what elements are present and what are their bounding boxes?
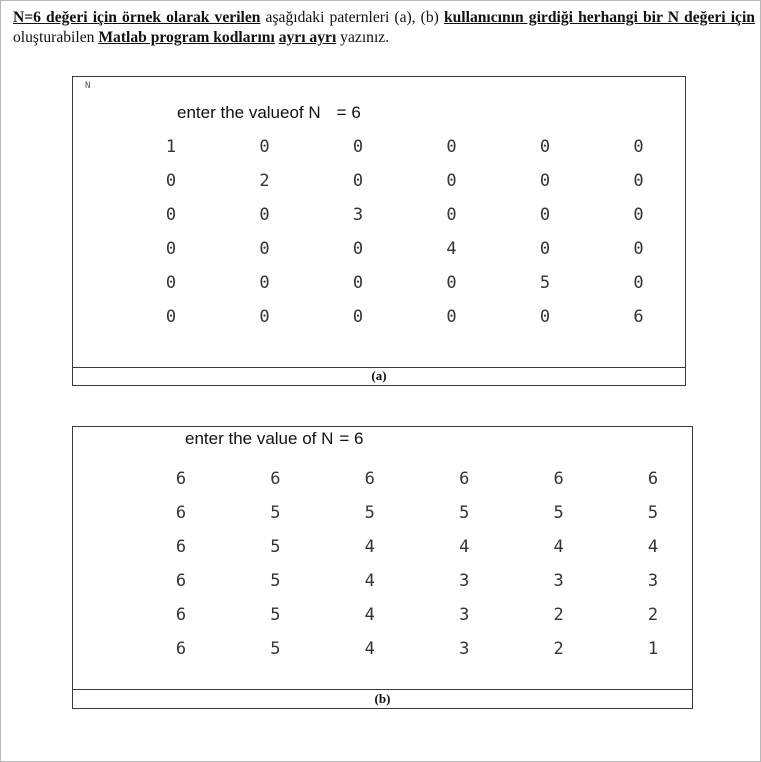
figure-b-prompt-label: enter the value of N	[185, 429, 334, 448]
figure-a-cut-text: N	[85, 81, 91, 91]
matrix-cell: 0	[259, 205, 270, 225]
matrix-cell: 6	[175, 503, 187, 523]
matrix-cell: 0	[259, 307, 270, 327]
matrix-cell: 3	[459, 639, 470, 659]
matrix-cell: 2	[259, 171, 270, 191]
matrix-cell: 0	[165, 239, 177, 259]
matrix-cell: 0	[633, 239, 644, 259]
figure-a	[72, 76, 686, 386]
matrix-cell: 5	[270, 537, 281, 557]
matrix-cell: 5	[270, 571, 281, 591]
instruction-part-4: oluşturabilen	[13, 29, 99, 46]
matrix-cell: 0	[165, 273, 177, 293]
matrix-cell: 3	[459, 571, 470, 591]
matrix-cell: 3	[459, 605, 470, 625]
instruction-text	[13, 8, 755, 48]
matrix-cell: 0	[446, 171, 457, 191]
figure-b-screenshot	[73, 427, 692, 690]
instruction-part-5: Matlab program kodlarını	[98, 29, 275, 46]
figure-b	[72, 426, 693, 709]
matrix-cell: 5	[270, 605, 281, 625]
matrix-cell: 4	[647, 537, 659, 557]
matrix-cell: 6	[553, 469, 564, 489]
matrix-cell: 0	[633, 137, 644, 157]
matrix-cell: 0	[539, 239, 551, 259]
matrix-cell: 6	[175, 537, 187, 557]
figure-a-screenshot	[73, 77, 685, 368]
matrix-cell: 0	[259, 239, 270, 259]
figure-a-equals: =	[336, 103, 347, 122]
instruction-part-8: yazınız.	[336, 29, 390, 46]
figure-a-value: 6	[351, 103, 361, 122]
matrix-cell: 1	[165, 137, 177, 157]
matrix-cell: 0	[446, 273, 457, 293]
matrix-cell: 6	[175, 571, 187, 591]
matrix-cell: 4	[553, 537, 564, 557]
matrix-cell: 5	[647, 503, 659, 523]
figure-b-equals: =	[339, 429, 350, 448]
matrix-cell: 0	[352, 239, 364, 259]
matrix-cell: 6	[633, 307, 644, 327]
matrix-cell: 5	[364, 503, 375, 523]
instruction-part-3: kullanıcının girdiği herhangi bir N değeri için	[443, 9, 755, 26]
figure-b-prompt	[185, 429, 364, 449]
matrix-cell: 4	[364, 537, 375, 557]
matrix-cell: 0	[633, 273, 644, 293]
matrix-cell: 3	[553, 571, 564, 591]
matrix-cell: 0	[539, 205, 551, 225]
matrix-cell: 0	[539, 307, 551, 327]
matrix-cell: 6	[647, 469, 659, 489]
matrix-cell: 4	[446, 239, 457, 259]
matrix-cell: 5	[270, 503, 281, 523]
figure-a-caption: (a)	[371, 368, 387, 383]
figure-b-value: 6	[354, 429, 364, 448]
matrix-cell: 2	[647, 605, 659, 625]
matrix-cell: 0	[165, 171, 177, 191]
matrix-cell: 3	[647, 571, 659, 591]
matrix-cell: 4	[364, 605, 375, 625]
matrix-cell: 5	[553, 503, 564, 523]
instruction-part-1: N=6 değeri için örnek olarak verilen	[13, 9, 261, 26]
matrix-cell: 6	[364, 469, 375, 489]
matrix-cell: 0	[633, 171, 644, 191]
matrix-cell: 4	[459, 537, 470, 557]
matrix-cell: 0	[165, 205, 177, 225]
matrix-cell: 1	[647, 639, 659, 659]
matrix-cell: 0	[352, 137, 364, 157]
matrix-cell: 5	[270, 639, 281, 659]
matrix-cell: 4	[364, 639, 375, 659]
matrix-cell: 6	[175, 469, 187, 489]
matrix-cell: 4	[364, 571, 375, 591]
matrix-cell: 6	[459, 469, 470, 489]
matrix-cell: 0	[165, 307, 177, 327]
matrix-cell: 0	[259, 137, 270, 157]
matrix-cell: 3	[352, 205, 364, 225]
figure-a-prompt-label: enter the valueof N	[177, 103, 321, 122]
instruction-part-7: ayrı ayrı	[278, 29, 337, 46]
matrix-cell: 6	[175, 639, 187, 659]
matrix-cell: 0	[539, 137, 551, 157]
instruction-part-2: aşağıdaki paternleri (a), (b)	[260, 9, 444, 26]
matrix-cell: 2	[553, 605, 564, 625]
matrix-cell: 0	[539, 171, 551, 191]
matrix-cell: 6	[270, 469, 281, 489]
matrix-cell: 0	[446, 307, 457, 327]
matrix-cell: 0	[446, 137, 457, 157]
figure-b-caption: (b)	[374, 691, 391, 706]
matrix-cell: 0	[259, 273, 270, 293]
matrix-cell: 5	[539, 273, 551, 293]
matrix-cell: 0	[633, 205, 644, 225]
figure-a-prompt	[177, 103, 361, 123]
matrix-cell: 5	[459, 503, 470, 523]
matrix-cell: 6	[175, 605, 187, 625]
matrix-cell: 0	[352, 307, 364, 327]
matrix-cell: 0	[446, 205, 457, 225]
matrix-cell: 0	[352, 273, 364, 293]
matrix-cell: 0	[352, 171, 364, 191]
matrix-cell: 2	[553, 639, 564, 659]
